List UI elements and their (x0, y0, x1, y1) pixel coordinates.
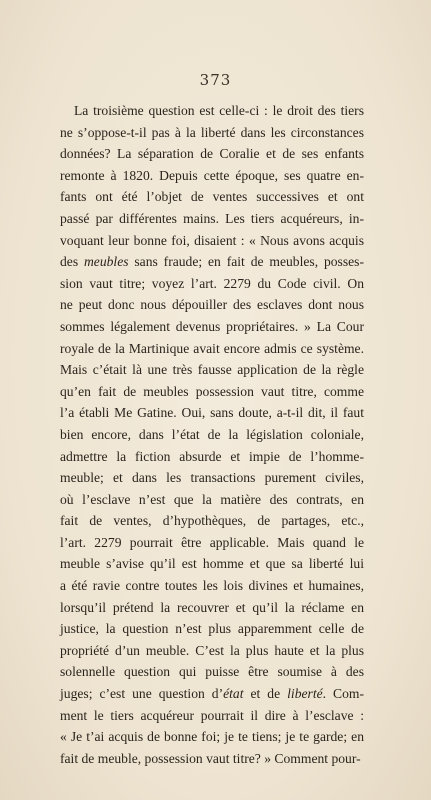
text-line: l’a établi Me Gatine. Oui, sans doute, a-t-il dit, il faut (60, 405, 364, 421)
text-fragment: juges; c’est une question d’ (60, 686, 224, 702)
text-line (60, 251, 364, 273)
italic-word: meubles (83, 254, 129, 270)
text-line: ne s’oppose-t-il pas à la liberté dans les circonstances (60, 124, 364, 140)
text-fragment: des (60, 254, 84, 270)
text-line: a été ravie contre toutes les lois divines et humaines, (60, 578, 364, 594)
text-line: qu’en fait de meubles possession vaut titre, comme (60, 383, 364, 399)
text-line: ne peut donc nous dépouiller des esclaves dont nous (60, 297, 364, 313)
text-line: La troisième question est celle-ci : le droit des tiers (74, 103, 364, 118)
text-line: meuble; et dans les transactions purement civiles, (60, 470, 364, 486)
text-line: bien encore, dans l’état de la législation coloniale, (60, 426, 364, 442)
text-line: propriété d’un meuble. C’est la plus haute et la plus (60, 642, 364, 658)
text-line: l’art. 2279 pourrait être applicable. Mais quand le (60, 534, 364, 550)
text-line: admettre la fiction absurde et impie de l’homme- (60, 448, 364, 464)
text-line: fants ont été l’objet de ventes successives et ont (60, 189, 364, 205)
text-line: solennelle question qui puisse être soumise à des (60, 664, 364, 680)
text-line: sion vaut titre; voyez l’art. 2279 du Code civil. On (60, 275, 364, 291)
italic-word: état (223, 686, 244, 702)
text-line: justice, la question n’est plus apparemment celle de (60, 621, 364, 637)
text-line: passé par différentes mains. Les tiers acquéreurs, in- (60, 210, 364, 226)
text-line: voquant leur bonne foi, disaient : « Nous avons acquis (60, 232, 364, 248)
text-fragment: et de (243, 686, 288, 702)
body-text (60, 100, 364, 769)
page-number: 373 (199, 71, 232, 89)
text-line: où l’esclave n’est que la matière des contrats, en (60, 491, 364, 507)
text-fragment: sans fraude; en fait de meubles, posses- (128, 254, 364, 270)
text-line: sommes légalement devenus propriétaires. » La Cour (60, 318, 364, 334)
text-line: Mais c’était là une très fausse application de la règle (60, 362, 364, 378)
italic-word: liberté (287, 686, 323, 702)
text-line: royale de la Martinique avait encore admis ce système. (60, 340, 364, 356)
text-line (60, 683, 364, 705)
text-line: remonte à 1820. Depuis cette époque, ses quatre en- (60, 167, 364, 183)
text-line: données? La séparation de Coralie et de ses enfants (60, 146, 364, 162)
text-line: fait de meuble, possession vaut titre? » Comment pour- (60, 750, 361, 766)
text-line: fait de ventes, d’hypothèques, de partages, etc., (60, 513, 364, 529)
text-fragment: . Com- (322, 686, 364, 702)
text-line: lorsqu’il prétend la recouvrer et qu’il la réclame en (60, 599, 364, 615)
text-line: meuble s’avise qu’il est homme et que sa liberté lui (60, 556, 364, 572)
text-line: « Je t’ai acquis de bonne foi; je te tiens; je te garde; en (60, 729, 364, 745)
text-line: ment le tiers acquéreur pourrait il dire à l’esclave : (60, 707, 364, 723)
